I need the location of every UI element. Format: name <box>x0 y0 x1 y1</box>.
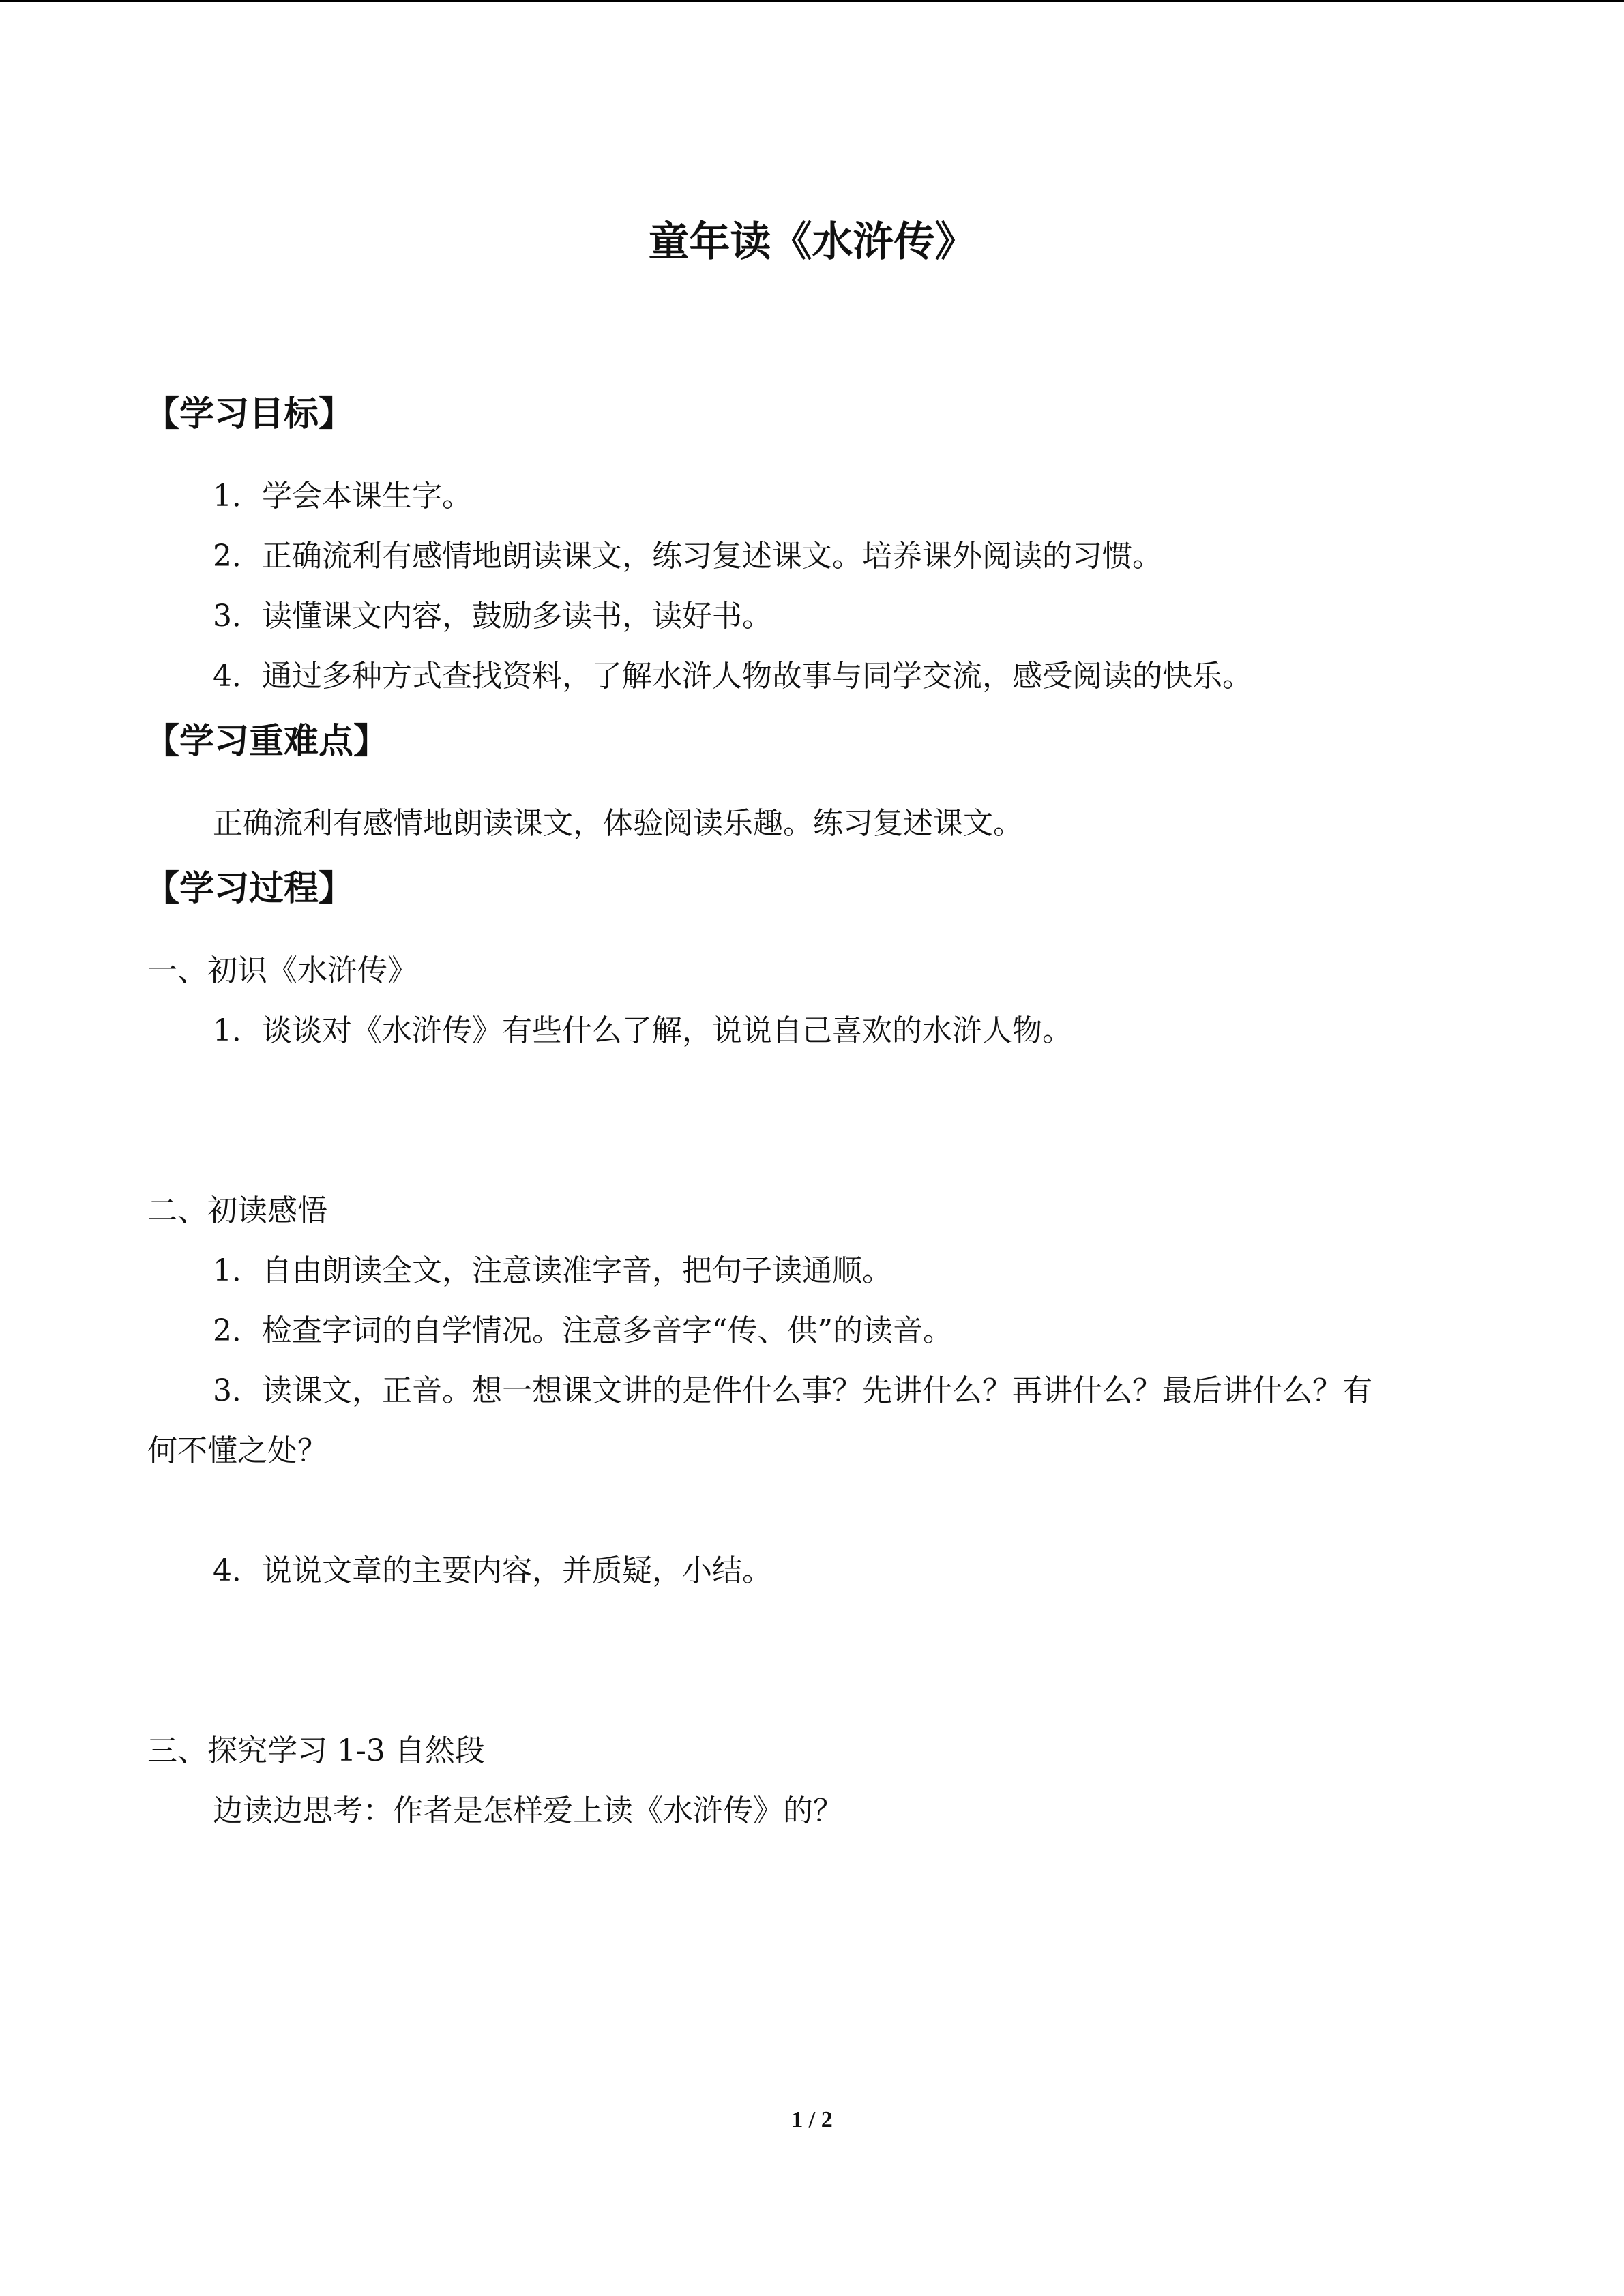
key-points-heading: 【学习重难点】 <box>145 721 389 762</box>
process-part3-title: 三、探究学习 1-3 自然段 <box>147 1733 485 1768</box>
process-part2-item-2: 2．检查字词的自学情况。注意多音字“传、供”的读音。 <box>213 1313 953 1348</box>
process-part2-item-1: 1．自由朗读全文，注意读准字音，把句子读通顺。 <box>213 1253 892 1288</box>
process-heading: 【学习过程】 <box>145 869 354 909</box>
objective-item-4: 4．通过多种方式查找资料，了解水浒人物故事与同学交流，感受阅读的快乐。 <box>213 659 1252 694</box>
objectives-heading: 【学习目标】 <box>145 394 354 434</box>
process-part2-item-4: 4．说说文章的主要内容，并质疑，小结。 <box>213 1553 772 1588</box>
process-part2-title: 二、初读感悟 <box>147 1193 327 1228</box>
objective-item-3: 3．读懂课文内容，鼓励多读书，读好书。 <box>213 599 772 633</box>
objective-item-2: 2．正确流利有感情地朗读课文，练习复述课文。培养课外阅读的习惯。 <box>213 539 1162 573</box>
process-part2-item-3: 3．读课文，正音。想一想课文讲的是件什么事？先讲什么？再讲什么？最后讲什么？有 <box>213 1373 1372 1408</box>
process-part3-text: 边读边思考：作者是怎样爱上读《水浒传》的？ <box>213 1793 843 1828</box>
objective-item-1: 1．学会本课生字。 <box>213 479 472 513</box>
key-points-text: 正确流利有感情地朗读课文，体验阅读乐趣。练习复述课文。 <box>213 806 1023 841</box>
page-number: 1 / 2 <box>791 2107 833 2132</box>
document-title: 童年读《水浒传》 <box>648 218 976 266</box>
process-part2-item-3-continuation: 何不懂之处？ <box>147 1433 327 1468</box>
process-part1-item-1: 1．谈谈对《水浒传》有些什么了解，说说自己喜欢的水浒人物。 <box>213 1013 1072 1048</box>
process-part1-title: 一、初识《水浒传》 <box>147 953 417 988</box>
